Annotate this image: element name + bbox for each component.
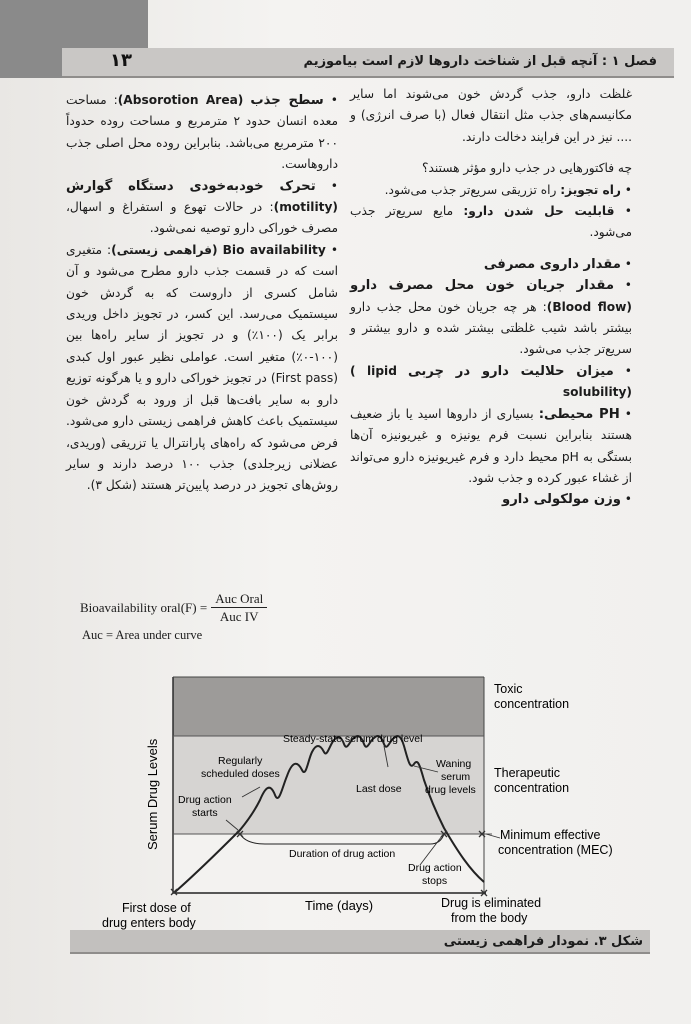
formula-fraction (211, 590, 267, 625)
label-regular-1: Regularly (218, 755, 263, 767)
bloodflow-heading: مقدار جریان خون محل مصرف دارو (350, 278, 615, 294)
motility-heading: تحرک خودبه‌خودی دستگاه گوارش (66, 178, 316, 194)
label-first-dose-2: drug enters body (102, 916, 196, 930)
bullet-solubility: • قابلیت حل شدن دارو: مایع سریع‌تر جذب می‌شود. (350, 204, 632, 240)
chapter-title: فصل ۱ : آنچه قبل از شناخت داروها لازم است بیاموزیم (303, 54, 657, 69)
label-mec-2: concentration (MEC) (498, 843, 613, 857)
ph-heading: PH محیطی: (538, 406, 620, 422)
formula-denominator: Auc IV (219, 609, 259, 624)
surface-text: : مساحت معده انسان حدود ۲ مترمربع و مساحت روده حدوداً ۲۰۰ مترمربع می‌باشد. بنابراین روده محل اصلی جذب داروهاست. (66, 93, 338, 172)
bioavailability-formula (80, 590, 267, 625)
left-column (66, 90, 338, 497)
bio-english: Bio availability (222, 242, 326, 257)
bullet-motility: • تحرک خودبه‌خودی دستگاه گوارش (motility): در حالات تهوع و استفراغ و اسهال، مصرف خوراکی دارو توصیه نمی‌شود. (66, 178, 338, 236)
lipid-heading: میزان حلالیت دارو در چربی (407, 363, 614, 379)
label-first-dose-1: First dose of (122, 901, 191, 915)
label-action-stops-1: Drug action (408, 862, 462, 874)
bullet-weight: • وزن مولکولی دارو (502, 492, 632, 508)
label-toxic-2: concentration (494, 697, 570, 711)
label-last-dose: Last dose (356, 783, 402, 795)
bullet-route: • راه تجویز: راه تزریقی سریع‌تر جذب می‌شود. (384, 182, 632, 197)
chart-svg (0, 660, 691, 930)
label-therapeutic-1: Therapeutic (494, 766, 561, 780)
label-regular-2: scheduled doses (201, 768, 280, 780)
bullet-bioavailability: • Bio availability (فراهمی زیستی): متغیری است که در قسمت جذب دارو مطرح می‌شود و آن شامل کسری از داروست که به گردش خون سیستمیک می‌رسد. این کسر، در تجویز داخل وریدی برابر یک (۱۰۰٪) و در تجویز از سایر راه‌ها بین (۱۰۰-۰٪) متغیر است. عواملی نظیر عبور اول کبدی (First pass) در تجویز خوراکی دارو و یا هرگونه توزیع دارو به سایر بافت‌ها قبل از ورود به گردش خون سیستمیک باعث کاهش فراهمی زیستی دارو می‌شود. فرض می‌شود که راه‌های پارانترال یا تزریقی (وریدی، عضلانی زیرجلدی) جذب ۱۰۰ درصد دارند و سایر روش‌های تجویز در درصد پایین‌تر هستند (شکل ۳). (66, 242, 339, 493)
amount-heading: مقدار داروی مصرفی (483, 256, 621, 272)
formula-lhs: Bioavailability oral(F) = (80, 599, 208, 615)
zone-toxic (173, 677, 484, 736)
right-column (350, 84, 632, 511)
label-eliminated-2: from the body (451, 911, 528, 925)
lipid-english: ( lipid solubility) (350, 363, 632, 400)
solubility-heading: قابلیت حل شدن دارو: (463, 204, 615, 219)
bullet-bloodflow: • مقدار جریان خون محل مصرف دارو (Blood flow): هر چه جریان خون محل جذب دارو بیشتر باشد شیب غلظتی بیشتر شده و دارو بیشتر و سریع‌تر جذب می‌شود. (350, 278, 632, 357)
surface-english: (Absorotion Area) (117, 93, 244, 107)
bioavailability-chart (0, 660, 691, 930)
bloodflow-text: : هر چه جریان خون محل جذب دارو بیشتر باشد شیب غلظتی بیشتر شده و دارو بیشتر و سریع‌تر جذب می‌شود. (350, 299, 632, 357)
label-therapeutic-2: concentration (494, 781, 570, 795)
bullet-amount: • مقدار داروی مصرفی (483, 256, 632, 272)
label-action-starts-1: Drug action (178, 794, 232, 806)
motility-english: (motility) (273, 200, 338, 215)
label-eliminated-1: Drug is eliminated (441, 896, 542, 910)
figure-caption: شکل ۳. نمودار فراهمی زیستی (443, 934, 643, 949)
ph-text: بسیاری از داروها اسید یا باز ضعیف هستند بنابراین نسبت فرم یونیزه و غیریونیزه آن‌ها بستگی به pH محیط دارد و فرم غیریونیزه دارو می‌تواند از غشاء عبور کرده و جذب شود. (350, 406, 632, 485)
label-action-starts-2: starts (192, 807, 218, 819)
surface-heading: سطح جذب (250, 93, 324, 108)
formula-numerator: Auc Oral (211, 590, 267, 608)
label-duration: Duration of drug action (289, 848, 396, 860)
label-waning-1: Waning (436, 758, 472, 770)
factors-question: چه فاکتورهایی در جذب دارو مؤثر هستند؟ (422, 161, 632, 176)
label-waning-2: serum (441, 771, 471, 783)
bullet-lipid: • میزان حلالیت دارو در چربی ( lipid solubility) (350, 363, 632, 400)
page-number: ۱۳ (110, 50, 132, 71)
label-toxic-1: Toxic (494, 682, 523, 696)
bullet-surface: • سطح جذب (Absorotion Area): مساحت معده انسان حدود ۲ مترمربع و مساحت روده حدوداً ۲۰۰ مترمربع می‌باشد. بنابراین روده محل اصلی جذب داروهاست. (66, 93, 338, 172)
label-action-stops-2: stops (422, 875, 448, 887)
bloodflow-english: (Blood flow) (546, 299, 632, 314)
route-text: راه تزریقی سریع‌تر جذب می‌شود. (384, 182, 561, 197)
label-steady-state: Steady-state serum drug level (283, 733, 423, 745)
bullet-ph: • PH محیطی: بسیاری از داروها اسید یا باز ضعیف هستند بنابراین نسبت فرم یونیزه و غیریونیزه آن‌ها بستگی به pH محیط دارد و فرم غیریونیزه دارو می‌تواند از غشاء عبور کرده و جذب شود. (350, 406, 632, 485)
weight-heading: وزن مولکولی دارو (502, 492, 621, 508)
intro-paragraph: غلظت دارو، جذب گردش خون می‌شوند اما سایر مکانیسم‌های جذب مثل انتقال فعال (با صرف انرژی) و .... نیز در این فرایند دخالت دارند. (350, 87, 632, 144)
label-mec-1: Minimum effective (500, 828, 601, 842)
y-axis-label: Serum Drug Levels (145, 738, 160, 850)
label-waning-3: drug levels (425, 784, 476, 796)
bio-text: : متغیری است که در قسمت جذب دارو مطرح می‌شود و آن شامل کسری از داروست که به گردش خون سیستمیک می‌رسد. این کسر، در تجویز داخل وریدی برابر یک (۱۰۰٪) و در تجویز از سایر راه‌ها بین (۱۰۰-۰٪) متغیر است. عواملی نظیر عبور اول کبدی (First pass) در تجویز خوراکی دارو و یا هرگونه توزیع دارو به سایر بافت‌ها قبل از ورود به گردش خون سیستمیک باعث کاهش فراهمی زیستی دارو می‌شود. فرض می‌شود که راه‌های پارانترال یا تزریقی (وریدی، عضلانی زیرجلدی) جذب ۱۰۰ درصد دارند و سایر روش‌های تجویز در درصد پایین‌تر هستند (شکل ۳). (66, 242, 339, 493)
x-axis-label: Time (days) (305, 898, 374, 913)
bio-heading: (فراهمی زیستی) (111, 242, 218, 257)
solubility-text: مایع سریع‌تر جذب می‌شود. (350, 204, 632, 240)
motility-text: : در حالات تهوع و استفراغ و اسهال، مصرف خوراکی دارو توصیه نمی‌شود. (66, 200, 338, 236)
auc-definition: Auc = Area under curve (82, 628, 203, 642)
route-heading: راه تجویز: (560, 182, 621, 197)
